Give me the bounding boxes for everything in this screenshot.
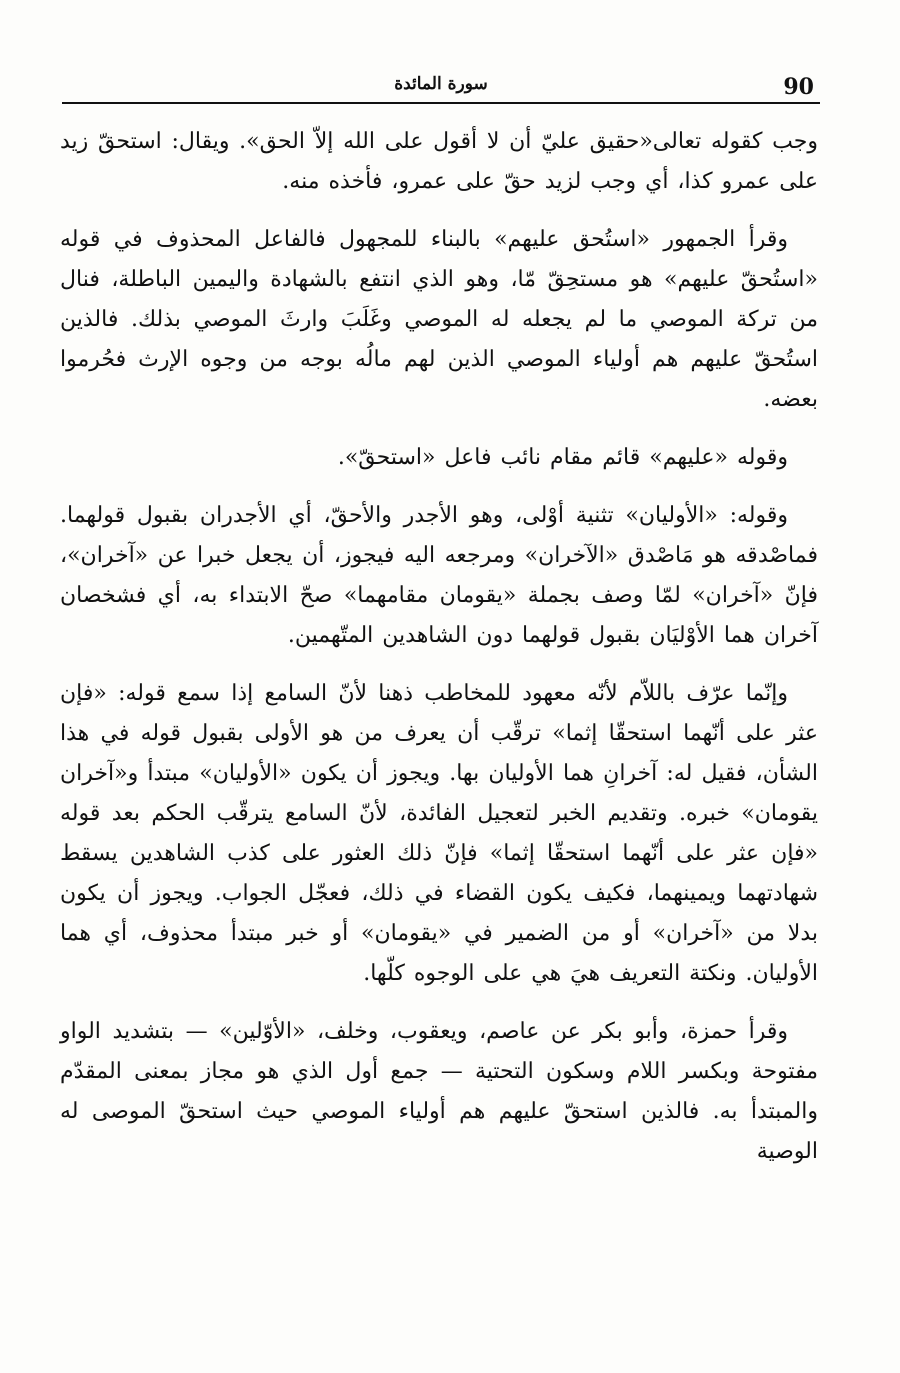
- body-text: [60, 122, 818, 1190]
- paragraph: وقرأ الجمهور «استُحق عليهم» بالبناء للمجهول فالفاعل المحذوف في قوله «استُحقّ عليهم» هو مستحِقّ مّا، وهو الذي انتفع بالشهادة واليمين الباطلة، فنال من تركة الموصي ما لم يجعله له الموصي وغَلَبَ وارثَ الموصي بذلك. فالذين استُحقّ عليهم هم أولياء الموصي الذين لهم مالُه بوجه من وجوه الإرث فحُرموا بعضه.: [60, 227, 818, 412]
- header-rule: [62, 102, 820, 104]
- paragraph: وقرأ حمزة، وأبو بكر عن عاصم، ويعقوب، وخلف، «الأوّلين» — بتشديد الواو مفتوحة وبكسر اللام وسكون التحتية — جمع أول الذي هو مجاز بمعنى المقدّم والمبتدأ به. فالذين استحقّ عليهم هم أولياء الموصي حيث استحقّ الموصى له الوصية: [60, 1019, 818, 1164]
- paragraph: وقوله «عليهم» قائم مقام نائب فاعل «استحقّ».: [337, 445, 788, 470]
- paragraph: وإنّما عرّف باللاّم لأنّه معهود للمخاطب ذهنا لأنّ السامع إذا سمع قوله: «فإن عثر على أنّهما استحقّا إثما» ترقّب أن يعرف من هو الأولى بقبول قوله في هذا الشأن، فقيل له: آخرانِ هما الأوليان بها. ويجوز أن يكون «الأوليان» مبتدأ و«آخران يقومان» خبره. وتقديم الخبر لتعجيل الفائدة، لأنّ السامع يترقّب الحكم بعد قوله «فإن عثر على أنّهما استحقّا إثما» فإنّ ذلك العثور على كذب الشاهدين يسقط شهادتهما ويمينهما، فكيف يكون القضاء في ذلك، فعجّل الجواب. ويجوز أن يكون بدلا من «آخران» أو من الضمير في «يقومان» أو خبر مبتدأ محذوف، أي هما الأوليان. ونكتة التعريف هيَ هي على الوجوه كلّها.: [60, 681, 818, 986]
- paragraph: وقوله: «الأوليان» تثنية أوْلى، وهو الأجدر والأحقّ، أي الأجدران بقبول قولهما. فماصْدقه هو مَاصْدق «الآخران» ومرجعه اليه فيجوز، أن يجعل خبرا عن «آخران»، فإنّ «آخران» لمّا وصف بجملة «يقومان مقامهما» صحّ الابتداء به، أي فشخصان آخران هما الأوْليَان بقبول قولهما دون الشاهدين المتّهمين.: [60, 503, 818, 648]
- page-number: 90: [783, 74, 814, 100]
- paragraph: وجب كقوله تعالى«حقيق عليّ أن لا أقول على الله إلاّ الحق». ويقال: استحقّ زيد على عمرو كذا، أي وجب لزيد حقّ على عمرو، فأخذه منه.: [60, 129, 818, 194]
- page-header: [62, 66, 820, 104]
- running-title: سورة المائدة: [394, 74, 488, 94]
